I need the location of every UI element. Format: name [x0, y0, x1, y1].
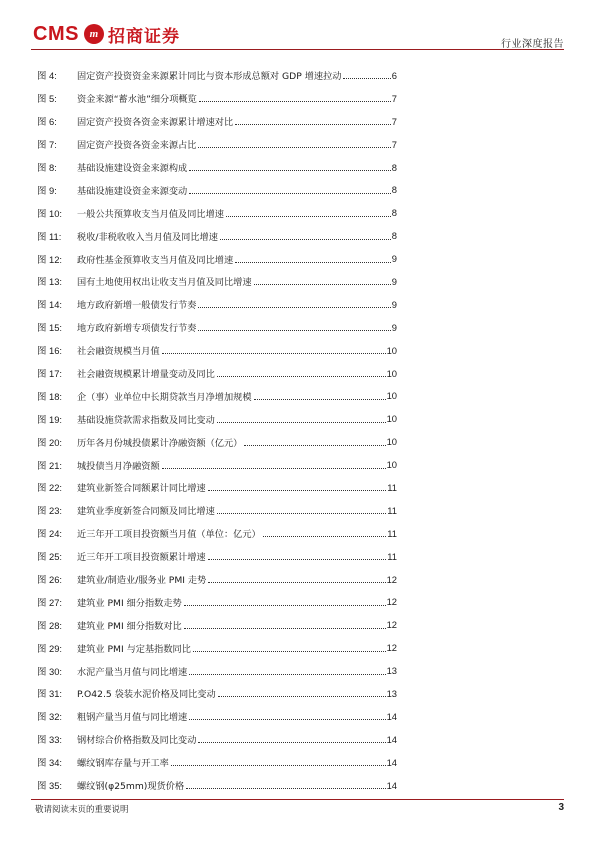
toc-entry[interactable] — [37, 64, 397, 87]
logo-chinese-text: 招商证券 — [107, 26, 180, 47]
figure-title: 国有土地使用权出让收支当月值及同比增速 — [77, 277, 252, 289]
dot-leader — [184, 621, 386, 629]
toc-entry[interactable] — [37, 659, 397, 682]
figure-page-number: 7 — [391, 115, 397, 127]
figure-page-number: 14 — [386, 779, 397, 791]
figure-title: 社会融资规模累计增量变动及同比 — [77, 369, 215, 381]
dot-leader — [343, 71, 390, 79]
toc-entry[interactable] — [37, 682, 397, 705]
figure-label: 图 16: — [37, 345, 63, 357]
figure-title: 政府性基金预算收支当月值及同比增速 — [77, 254, 234, 266]
figure-label: 图 10: — [37, 207, 63, 219]
toc-entry[interactable] — [37, 156, 397, 179]
toc-entry[interactable] — [37, 133, 397, 156]
logo-latin-text: CMS — [33, 22, 79, 45]
figure-title: 城投债当月净融资额 — [77, 460, 160, 472]
figure-page-number: 14 — [386, 733, 397, 745]
figure-label: 图 26: — [37, 574, 63, 586]
dot-leader — [220, 232, 391, 240]
figure-page-number: 12 — [386, 619, 397, 631]
figure-list — [37, 64, 397, 797]
dot-leader — [226, 209, 391, 217]
figure-label: 图 8: — [37, 162, 57, 173]
figure-page-number: 10 — [386, 344, 397, 356]
header-divider — [31, 49, 564, 50]
figure-page-number: 6 — [391, 69, 397, 81]
figure-page-number: 14 — [386, 710, 397, 722]
figure-label: 图 6: — [37, 116, 57, 128]
figure-page-number: 10 — [386, 367, 397, 379]
dot-leader — [199, 94, 391, 102]
toc-entry[interactable] — [37, 430, 397, 453]
dot-leader — [217, 506, 386, 514]
dot-leader — [189, 186, 391, 194]
figure-title: 企（事）业单位中长期贷款当月净增加规模 — [77, 391, 252, 403]
toc-entry[interactable] — [37, 636, 397, 659]
figure-label: 图 12: — [37, 253, 63, 265]
figure-page-number: 10 — [386, 390, 397, 402]
toc-entry[interactable] — [37, 316, 397, 339]
figure-page-number: 14 — [386, 756, 397, 768]
figure-title: 建筑业 PMI 与定基指数同比 — [77, 643, 191, 655]
toc-entry[interactable] — [37, 339, 397, 362]
figure-label: 图 29: — [37, 642, 63, 654]
figure-label: 图 14: — [37, 299, 63, 311]
figure-title: 社会融资规模当月值 — [77, 346, 160, 358]
figure-label: 图 25: — [37, 551, 63, 563]
dot-leader — [198, 300, 390, 308]
figure-label: 图 24: — [37, 528, 63, 540]
dot-leader — [235, 117, 391, 125]
dot-leader — [189, 667, 385, 675]
figure-label: 图 15: — [37, 322, 63, 334]
figure-label: 图 7: — [37, 139, 57, 151]
figure-page-number: 9 — [391, 321, 397, 333]
toc-entry[interactable] — [37, 384, 397, 407]
toc-entry[interactable] — [37, 362, 397, 385]
figure-label: 图 21: — [37, 459, 63, 471]
figure-page-number: 11 — [387, 481, 397, 493]
figure-label: 图 30: — [37, 665, 63, 677]
figure-page-number: 10 — [386, 413, 397, 425]
figure-page-number: 7 — [391, 92, 397, 104]
figure-title: 建筑业/制造业/服务业 PMI 走势 — [77, 575, 207, 587]
toc-entry[interactable] — [37, 774, 397, 797]
figure-page-number: 12 — [386, 596, 397, 608]
report-type-label: 行业深度报告 — [501, 39, 564, 50]
figure-title: 固定资产投资各资金来源占比 — [77, 140, 197, 152]
dot-leader — [217, 415, 386, 423]
figure-label: 图 27: — [37, 596, 63, 608]
figure-label: 图 34: — [37, 757, 63, 769]
toc-entry[interactable] — [37, 568, 397, 591]
figure-page-number: 9 — [391, 275, 397, 287]
figure-label: 图 35: — [37, 780, 63, 792]
figure-page-number: 11 — [387, 504, 397, 516]
figure-page-number: 10 — [386, 436, 397, 448]
figure-title: 水泥产量当月值与同比增速 — [77, 666, 188, 678]
dot-leader — [162, 461, 386, 469]
toc-entry[interactable] — [37, 453, 397, 476]
figure-page-number: 13 — [386, 665, 397, 677]
dot-leader — [208, 552, 387, 560]
figure-title: 螺纹钢(φ25mm)现货价格 — [77, 781, 185, 793]
figure-label: 图 9: — [37, 184, 57, 196]
toc-entry[interactable] — [37, 476, 397, 499]
toc-entry[interactable] — [37, 270, 397, 293]
dot-leader — [189, 712, 385, 720]
toc-entry[interactable] — [37, 499, 397, 522]
toc-entry[interactable] — [37, 728, 397, 751]
figure-title: P.O42.5 袋装水泥价格及同比变动 — [77, 689, 216, 701]
figure-title: 建筑业季度新签合同额及同比增速 — [77, 506, 215, 518]
figure-label: 图 31: — [37, 688, 63, 700]
dot-leader — [171, 758, 386, 766]
logo-badge-glyph: m — [89, 28, 99, 40]
dot-leader — [198, 140, 390, 148]
figure-title: 近三年开工项目投资额累计增速 — [77, 552, 206, 564]
toc-entry[interactable] — [37, 247, 397, 270]
figure-label: 图 5: — [37, 93, 57, 105]
figure-title: 基础设施建设资金来源构成 — [77, 163, 188, 174]
figure-page-number: 8 — [391, 230, 397, 242]
figure-title: 地方政府新增一般债发行节奏 — [77, 300, 197, 312]
figure-label: 图 4: — [37, 70, 57, 82]
figure-title: 税收/非税收收入当月值及同比增速 — [77, 231, 218, 243]
figure-page-number: 11 — [387, 527, 397, 539]
figure-label: 图 13: — [37, 276, 63, 288]
dot-leader — [184, 598, 386, 606]
toc-entry[interactable] — [37, 293, 397, 316]
figure-title: 资金来源“蓄水池”细分项概览 — [77, 94, 197, 106]
figure-page-number: 10 — [386, 459, 397, 471]
toc-entry[interactable] — [37, 705, 397, 728]
figure-title: 螺纹钢库存量与开工率 — [77, 758, 169, 770]
dot-leader — [162, 346, 386, 354]
figure-page-number: 9 — [391, 253, 397, 265]
figure-title: 地方政府新增专项债发行节奏 — [77, 323, 197, 335]
figure-label: 图 11: — [37, 230, 62, 242]
toc-entry[interactable] — [37, 178, 397, 201]
figure-label: 图 18: — [37, 390, 63, 402]
figure-page-number: 8 — [391, 207, 397, 219]
toc-entry[interactable] — [37, 590, 397, 613]
dot-leader — [218, 689, 386, 697]
figure-title: 建筑业 PMI 细分指数走势 — [77, 597, 182, 609]
footer-disclaimer: 敬请阅读末页的重要说明 — [35, 805, 129, 815]
figure-label: 图 19: — [37, 413, 63, 425]
dot-leader — [244, 438, 385, 446]
figure-page-number: 12 — [386, 573, 397, 585]
dot-leader — [193, 644, 386, 652]
figure-title: 建筑业新签合同额累计同比增速 — [77, 483, 206, 495]
dot-leader — [198, 323, 390, 331]
figure-title: 近三年开工项目投资额当月值（单位：亿元） — [77, 529, 261, 541]
figure-title: 建筑业 PMI 细分指数对比 — [77, 620, 182, 632]
figure-label: 图 20: — [37, 436, 63, 448]
figure-label: 图 28: — [37, 619, 63, 631]
toc-entry[interactable] — [37, 224, 397, 247]
figure-page-number: 9 — [391, 298, 397, 310]
dot-leader — [189, 163, 391, 171]
toc-entry[interactable] — [37, 87, 397, 110]
figure-title: 粗钢产量当月值与同比增速 — [77, 712, 188, 724]
dot-leader — [208, 575, 385, 583]
toc-entry[interactable] — [37, 613, 397, 636]
figure-label: 图 22: — [37, 482, 63, 494]
page-header — [0, 0, 595, 50]
figure-page-number: 8 — [391, 184, 397, 196]
dot-leader — [208, 483, 387, 491]
logo-badge-icon — [84, 24, 104, 44]
toc-entry[interactable] — [37, 407, 397, 430]
dot-leader — [254, 277, 391, 285]
dot-leader — [254, 392, 386, 400]
figure-title: 历年各月份城投债累计净融资额（亿元） — [77, 437, 243, 449]
dot-leader — [235, 255, 391, 263]
figure-title: 基础设施贷款需求指数及同比变动 — [77, 414, 215, 426]
toc-entry[interactable] — [37, 751, 397, 774]
cms-logo — [33, 22, 180, 46]
page-number: 3 — [558, 802, 564, 813]
dot-leader — [217, 369, 386, 377]
dot-leader — [186, 781, 385, 789]
figure-label: 图 17: — [37, 368, 63, 380]
figure-title: 一般公共预算收支当月值及同比增速 — [77, 208, 224, 220]
toc-entry[interactable] — [37, 201, 397, 224]
dot-leader — [198, 735, 385, 743]
figure-page-number: 13 — [386, 687, 397, 699]
toc-entry[interactable] — [37, 545, 397, 568]
figure-page-number: 11 — [387, 550, 397, 562]
footer-divider — [31, 799, 564, 800]
dot-leader — [263, 529, 387, 537]
figure-title: 固定资产投资资金来源累计同比与资本形成总额对 GDP 增速拉动 — [77, 71, 342, 83]
figure-title: 固定资产投资各资金来源累计增速对比 — [77, 117, 234, 129]
toc-entry[interactable] — [37, 522, 397, 545]
figure-label: 图 33: — [37, 734, 63, 746]
figure-page-number: 7 — [391, 138, 397, 150]
figure-label: 图 23: — [37, 505, 63, 517]
figure-title: 基础设施建设资金来源变动 — [77, 185, 188, 197]
toc-entry[interactable] — [37, 110, 397, 133]
figure-page-number: 12 — [386, 642, 397, 654]
figure-label: 图 32: — [37, 711, 63, 723]
figure-title: 钢材综合价格指数及同比变动 — [77, 735, 197, 747]
figure-page-number: 8 — [391, 161, 397, 173]
